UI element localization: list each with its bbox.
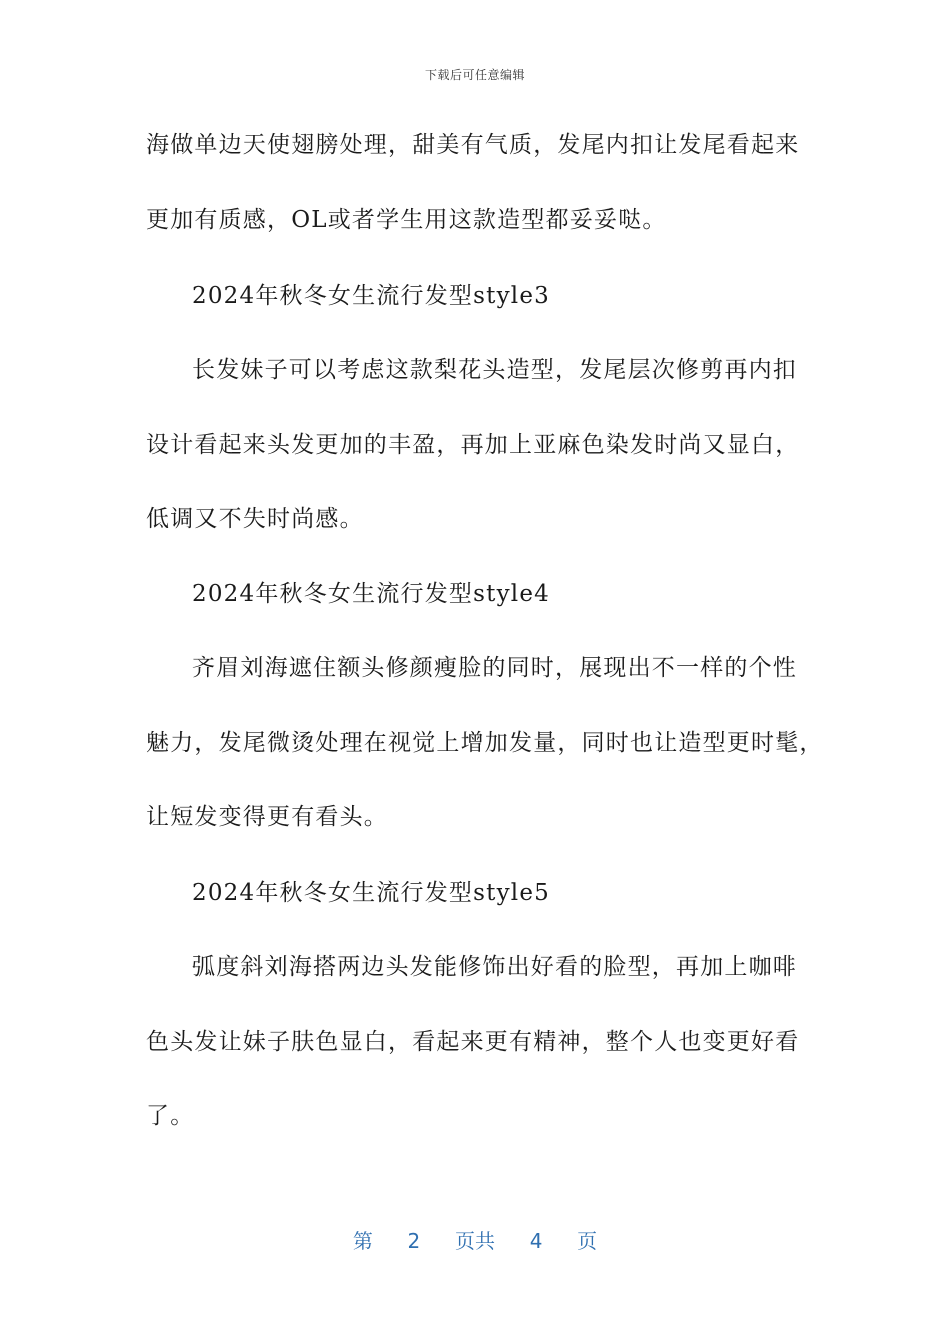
page-footer xyxy=(0,1225,950,1254)
paragraph-line: 弧度斜刘海搭两边头发能修饰出好看的脸型，再加上咖啡 xyxy=(192,954,797,980)
paragraph-line: 让短发变得更有看头。 xyxy=(146,804,388,830)
paragraph-line: 海做单边天使翅膀处理，甜美有气质，发尾内扣让发尾看起来 xyxy=(146,132,800,158)
page-prefix: 第 xyxy=(352,1229,373,1253)
paragraph-line: 了。 xyxy=(146,1103,195,1129)
section-heading: 2024年秋冬女生流行发型style3 xyxy=(192,283,550,309)
page-suffix: 页 xyxy=(577,1229,598,1253)
paragraph-line: 长发妹子可以考虑这款梨花头造型，发尾层次修剪再内扣 xyxy=(192,357,797,383)
page-total: 4 xyxy=(529,1229,543,1253)
paragraph-line: 齐眉刘海遮住额头修颜瘦脸的同时，展现出不一样的个性 xyxy=(192,655,797,681)
page-mid: 页共 xyxy=(455,1229,495,1253)
paragraph-line: 低调又不失时尚感。 xyxy=(146,506,364,532)
section-heading: 2024年秋冬女生流行发型style5 xyxy=(192,880,550,906)
paragraph-line: 更加有质感，OL或者学生用这款造型都妥妥哒。 xyxy=(146,207,667,233)
header-note: 下载后可任意编辑 xyxy=(424,68,525,82)
page-current: 2 xyxy=(407,1229,421,1253)
paragraph-line: 魅力，发尾微烫处理在视觉上增加发量，同时也让造型更时髦， xyxy=(146,730,824,756)
paragraph-line: 色头发让妹子肤色显白，看起来更有精神，整个人也变更好看 xyxy=(146,1029,800,1055)
paragraph-line: 设计看起来头发更加的丰盈，再加上亚麻色染发时尚又显白， xyxy=(146,432,800,458)
section-heading: 2024年秋冬女生流行发型style4 xyxy=(192,581,550,607)
